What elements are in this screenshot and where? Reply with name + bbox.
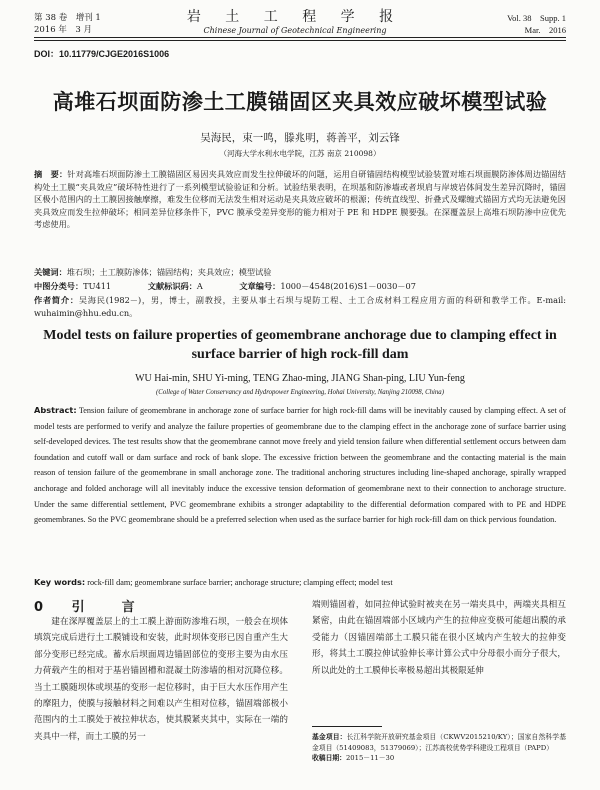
keywords-en <box>34 576 566 589</box>
clc-value: TU411 <box>83 281 112 291</box>
section-number: 0 <box>34 600 56 615</box>
title-en: Model tests on failure properties of geomembrane anchorage due to clamping effect in surface barrier of high rock-fill dam <box>43 328 557 362</box>
section-heading <box>34 596 147 615</box>
journal-title-cn: 岩 土 工 程 学 报 <box>186 9 404 25</box>
article-no-label: 文章编号： <box>239 281 281 291</box>
affiliation-cn: （河海大学水利水电学院，江苏 南京 210098） <box>219 149 381 158</box>
footnote <box>312 732 566 764</box>
volume-en: Vol. 38 Supp. 1 <box>507 13 566 23</box>
authors-en: WU Hai-min, SHU Yi-ming, TENG Zhao-ming, JIANG Shan-ping, LIU Yun-feng <box>135 373 465 384</box>
doi[interactable]: DOI：10.11779/CJGE2016S1006 <box>34 49 170 59</box>
header-volume-cn <box>34 12 101 36</box>
keywords-cn <box>34 266 566 278</box>
abstract-cn-text: 针对高堆石坝面防渗土工膜锚固区易因夹具效应而发生拉伸破坏的问题，运用自研锚固结构模型试验装置对堆石坝面膜防渗体周边锚固结构处土工膜“夹具效应”破坏特性进行了一系列模型试验验证和分析。试验结果表明，在坝基和防渗墙或者坝肩与岸坡岩体间发生差异沉降时，锚固区极小范围内的土工膜因接触摩擦，难发生位移而无法发生相对运动是夹具效应破坏的根源；传统直线型、折叠式及螺缠式锚固方式均无法避免因夹具效应而发生拉伸破坏；相同差异位移条件下，PVC 膜承受差异变形的能力相对于 PE 和 HDPE 膜要强。在深覆盖层上高堆石坝防渗中应优先考虑使用。 <box>34 169 566 229</box>
section-title: 引 言 <box>71 600 147 615</box>
affiliation-en: (College of Water Conservancy and Hydropower Engineering, Hohai University, Nanjing 210098, China) <box>156 389 444 396</box>
received-label: 收稿日期： <box>312 754 346 762</box>
abstract-en <box>34 403 566 528</box>
header-volume-en <box>507 12 566 36</box>
classification-row <box>34 280 566 292</box>
date-cn: 2016 年 3 月 <box>34 25 92 35</box>
keywords-en-label: Key words: <box>34 577 86 587</box>
authors-cn: 吴海民，束一鸣，滕兆明，蒋善平，刘云锋 <box>200 132 400 144</box>
fund-text: 长江科学院开放研究基金项目（CKWV2015210/KY）；国家自然科学基金项目（51409083，51379069）；江苏高校优势学科建设工程项目（PAPD） <box>312 733 566 752</box>
volume-cn: 第 38 卷 增刊 1 <box>34 13 101 23</box>
clc-label: 中图分类号： <box>34 281 84 291</box>
abstract-en-text: Tension failure of geomembrane in anchorage zone of surface barrier for high rock-fill dams will be inevitably caused by clamping effect. A set of model tests are performed to verify and analyze the failure properties of geomembrane due to the clamping effect in the anchorage zone of surface barrier using self-developed devices. The test results show that the geomembrane cannot move freely and yield tension failure when differential settlement occurs between dam foundation and cutoff wall or dam surface and rock of bank slope. The excessive friction between the geomembrane and the contacting material is the main reason of tension failure of the geomembrane in small anchorage zone. The traditional anchoring structures including line-shaped anchorage, spirally wrapped anchorage and folded anchorage will all inevitably induce the excessive tension deformation of geomembrane next to their connection to anchorage structure. Under the same differential settlement, PVC geomembrane exhibits a stronger adaptability to the differential deformation compared with to PE and HDPE geomembranes. So the PVC geomembrane should be a preferred selection when used as the surface barrier for high rock-fill dam on thick pervious foundation. <box>34 406 566 525</box>
author-bio <box>34 294 566 320</box>
header-journal <box>150 8 440 36</box>
doc-code-value: A <box>196 281 203 291</box>
body-column-left: 建在深厚覆盖层上的土工膜上游面防渗堆石坝，一般会在坝体填筑完成后进行土工膜铺设和安装，此时坝体变形已因自重产生大部分变形已经完成。蓄水后坝面周边锚固部位的变形主要为由水压力荷载产生的相对于基岩锚固槽和混凝土防渗墙的相对沉降位移。当土工膜随坝体或坝基的变形一起位移时，由于巨大水压作用产生的摩阻力，使膜与接触材料之间难以产生相对位移，锚固端部极小范围内的土工膜处于被拉伸状态，使其膜紧夹其中，实际在一端的夹具中一样，而土工膜的另一 <box>34 617 288 742</box>
keywords-cn-text: 堆石坝；土工膜防渗体；锚固结构；夹具效应；模型试验 <box>66 267 272 277</box>
bio-text: 吴海民(1982－)，男，博士，副教授，主要从事土石坝与堤防工程、土工合成材料工程应用方面的科研和教学工作。E-mail: wuhaimin@hhu.edu.cn。 <box>34 295 566 318</box>
received-date: 2015－11－30 <box>345 754 395 762</box>
header-rule <box>34 37 566 38</box>
fund-label: 基金项目： <box>312 733 347 741</box>
article-no-value: 1000－4548(2016)S1－0030－07 <box>280 281 416 291</box>
footnote-rule <box>312 726 382 727</box>
received-note <box>312 753 566 764</box>
keywords-cn-label: 关键词： <box>34 267 67 277</box>
body-column-right: 端则锚固着，如同拉伸试验时被夹在另一端夹具中，两端夹具相互紧密，由此在锚固端部小区域内产生的拉伸应变极可能超出膜的承受能力（因锚固端部土工膜只能在很小区域内产生较大的拉伸变形，将其土工膜拉伸试验伸长率计算公式中分母很小而分子很大，所以此处的土工膜伸长率极易超出其极限延伸 <box>312 600 566 676</box>
header-rule-thin <box>34 40 566 41</box>
bio-label: 作者简介： <box>34 295 79 305</box>
keywords-en-text: rock-fill dam; geomembrane surface barrier; anchorage structure; clamping effect; model test <box>87 578 393 587</box>
journal-title-en: Chinese Journal of Geotechnical Engineering <box>203 26 387 35</box>
abstract-cn-label: 摘 要： <box>34 169 68 179</box>
abstract-cn <box>34 168 566 231</box>
date-en: Mar. 2016 <box>524 25 566 35</box>
abstract-en-label: Abstract: <box>34 405 77 415</box>
doc-code-label: 文献标识码： <box>147 281 197 291</box>
fund-note <box>312 732 566 753</box>
title-cn: 高堆石坝面防渗土工膜锚固区夹具效应破坏模型试验 <box>52 90 548 114</box>
